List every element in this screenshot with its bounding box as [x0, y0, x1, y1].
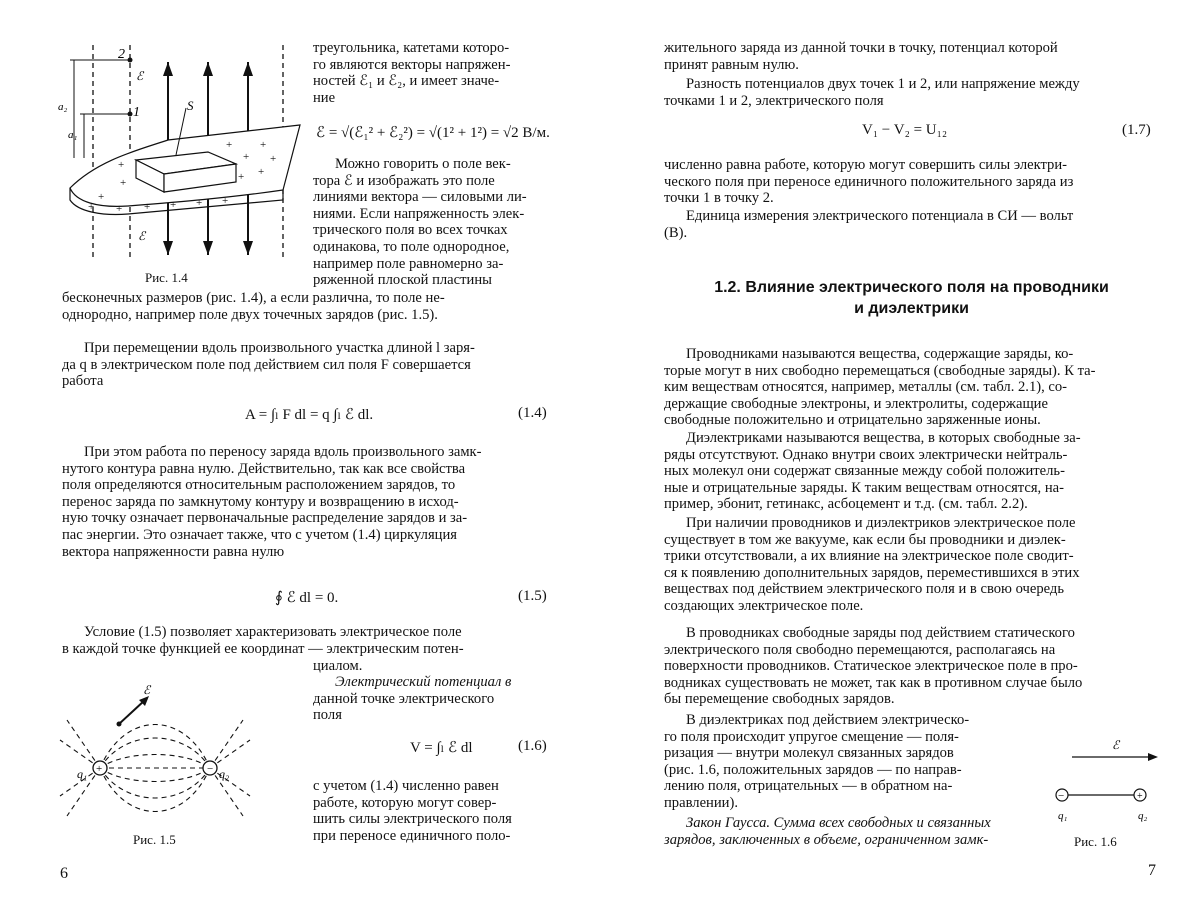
- equation-1-6-number: (1.6): [518, 738, 547, 754]
- fig-1-4-label-a1: a₁: [68, 129, 78, 141]
- svg-text:+: +: [222, 195, 229, 207]
- fig-1-4-label-E-bottom: ℰ: [138, 229, 146, 243]
- figure-1-6: [1050, 735, 1170, 835]
- equation-1-7: V₁ − V₂ = U₁₂: [862, 122, 948, 138]
- dielectrics-paragraph: Диэлектриками называются вещества, в которых свободные за- ряды отсутствуют. Однако внутри своих электрически нейтраль- ных молекул они содержат связанные между собой положитель- ные и отрицательные заряды. К таким веществам относятся, на- пример, эбонит, гетинакс, асбоцемент и т.д. (см. табл. 2.2).: [664, 430, 1081, 513]
- fig-1-4-label-S: S: [187, 98, 194, 113]
- presence-paragraph: При наличии проводников и диэлектриков электрическое поле существует в том же вакууме, как если бы проводники и диэлек- трики отсутствовали, а их влияние на электрическое поле сводит- ся к появлению дополнительных зарядов, переместившихся в этих веществах под действием электрического поля и в свою очередь создающих электрическое поле.: [664, 515, 1080, 614]
- svg-text:+: +: [116, 203, 123, 215]
- closed-loop-paragraph: При этом работа по переносу заряда вдоль произвольного замк- нутого контура равна нулю. Действительно, так как все свойства поля определяются относительным расположением зарядов, то перенос заряда по замкнутому контуру и возвращению в исход- ную точку означает первоначальные распределение зарядов и за- пас энергии. Это означает также, что с учетом (1.4) циркуляция вектора напряженности равна нулю: [62, 444, 482, 560]
- svg-text:+: +: [144, 201, 151, 213]
- fig-1-6-label-E: ℰ: [1112, 738, 1120, 752]
- svg-text:+: +: [88, 201, 95, 213]
- condition-paragraph: Условие (1.5) позволяет характеризовать электрическое поле в каждой точке функцией ее координат — электрическим потен-: [62, 624, 464, 657]
- conductors-paragraph: Проводниками называются вещества, содержащие заряды, ко- торые могут в них свободно перемещаться (свободные заряды). К та- ким веществам относятся, например, металлы (см. табл. 2.1), со- держащие свободные электроны, и электролиты, содержащие свободные положительно и отрицательно заряженные ионы.: [664, 346, 1096, 429]
- field-paragraph-1: Можно говорить о поле век- тора ℰ и изображать это поле линиями вектора — силовыми ли- ниями. Если напряженность элек- трического поля во всех точках одинакова, то поле однородное, например поле равномерно за- ряженной плоской пластины: [313, 156, 527, 289]
- right-page: [600, 0, 1200, 904]
- svg-text:+: +: [238, 171, 245, 183]
- fig-1-6-label-q1: q₁: [1058, 810, 1068, 822]
- svg-text:+: +: [118, 159, 125, 171]
- svg-text:+: +: [260, 139, 267, 151]
- field-paragraph-2: бесконечных размеров (рис. 1.4), а если различна, то поле не- однородно, например поле двух точечных зарядов (рис. 1.5).: [62, 290, 445, 323]
- section-heading: 1.2. Влияние электрического поля на проводники и диэлектрики: [714, 279, 1109, 317]
- svg-text:−: −: [207, 763, 214, 775]
- unit-paragraph: Единица измерения электрического потенциала в СИ — вольт (В).: [664, 208, 1074, 241]
- equation-magnitude: ℰ = √(ℰ₁² + ℰ₂²) = √(1² + 1²) = √2 В/м.: [316, 125, 550, 141]
- svg-text:+: +: [243, 151, 250, 163]
- static-field-paragraph: В проводниках свободные заряды под действием статического электрического поля свободно перемещаются, располагаясь на поверхности проводников. Статическое электрическое поле в про- водниках существовать не может, так как в противном случае было бы перемещение свободных зарядов.: [664, 625, 1083, 708]
- potential-paragraph: Электрический потенциал в данной точке электрического поля: [313, 674, 512, 724]
- svg-text:+: +: [226, 139, 233, 151]
- left-top-paragraph: треугольника, катетами которо- го являются векторы напряжен- ностей ℰ₁ и ℰ₂, и имеет значе- ние: [313, 40, 511, 106]
- fig-1-5-label-E: ℰ: [143, 683, 151, 697]
- figure-1-6-caption: Рис. 1.6: [1074, 834, 1117, 849]
- svg-text:+: +: [258, 166, 265, 178]
- figure-1-4: [58, 40, 308, 275]
- figure-1-4-caption: Рис. 1.4: [145, 270, 188, 285]
- work-definition-paragraph: численно равна работе, которую могут совершить силы электри- ческого поля при переносе единичного положительного заряда из точки 1 в точку 2.: [664, 157, 1074, 207]
- svg-text:+: +: [196, 197, 203, 209]
- equation-1-5-number: (1.5): [518, 588, 547, 604]
- page-number-left: 6: [60, 865, 68, 882]
- work-paragraph: При перемещении вдоль произвольного участка длиной l заря- да q в электрическом поле под действием сил поля F совершается работа: [62, 340, 475, 390]
- svg-text:−: −: [1058, 790, 1065, 802]
- page-number-right: 7: [1148, 862, 1156, 879]
- svg-text:+: +: [270, 153, 277, 165]
- right-top-paragraph: жительного заряда из данной точки в точку, потенциал которой принят равным нулю.: [664, 40, 1058, 73]
- equation-1-5: ∮ ℰ dl = 0.: [275, 590, 339, 606]
- equation-1-6: V = ∫ₗ ℰ dl: [410, 740, 473, 756]
- equation-1-7-number: (1.7): [1122, 122, 1151, 138]
- gauss-paragraph: Закон Гаусса. Сумма всех свободных и связанных зарядов, заключенных в объеме, ограниченном замк-: [664, 815, 991, 848]
- figure-1-5-caption: Рис. 1.5: [133, 832, 176, 847]
- potential-paragraph-2: с учетом (1.4) численно равен работе, которую могут совер- шить силы электрического поля при переносе единичного поло-: [313, 778, 512, 844]
- fig-1-4-label-1: 1: [133, 105, 140, 120]
- svg-text:+: +: [98, 191, 105, 203]
- svg-text:+: +: [1137, 791, 1143, 802]
- potential-difference-paragraph: Разность потенциалов двух точек 1 и 2, или напряжение между точками 1 и 2, электрического поля: [664, 76, 1080, 109]
- polarization-paragraph: В диэлектриках под действием электрическо- го поля происходит упругое смещение — поля- ризация — внутри молекул связанных зарядов (рис. 1.6, положительных зарядов — по направ- лению поля, отрицательных — в обратном на- правлении).: [664, 712, 970, 811]
- svg-text:+: +: [170, 199, 177, 211]
- condition-end: циалом.: [313, 658, 363, 674]
- svg-text:+: +: [120, 177, 127, 189]
- fig-1-5-label-q1: q₁: [77, 767, 88, 781]
- fig-1-6-label-q2: q₂: [1138, 810, 1148, 822]
- figure-1-5: [55, 680, 265, 830]
- fig-1-4-label-2: 2: [118, 47, 125, 62]
- fig-1-5-label-q2: q₂: [219, 767, 230, 781]
- equation-1-4-number: (1.4): [518, 405, 547, 421]
- fig-1-4-label-a2: a₂: [58, 101, 68, 113]
- equation-1-4: A = ∫ₗ F dl = q ∫ₗ ℰ dl.: [245, 407, 374, 423]
- fig-1-4-label-E-top: ℰ: [136, 69, 144, 83]
- svg-text:+: +: [96, 763, 103, 775]
